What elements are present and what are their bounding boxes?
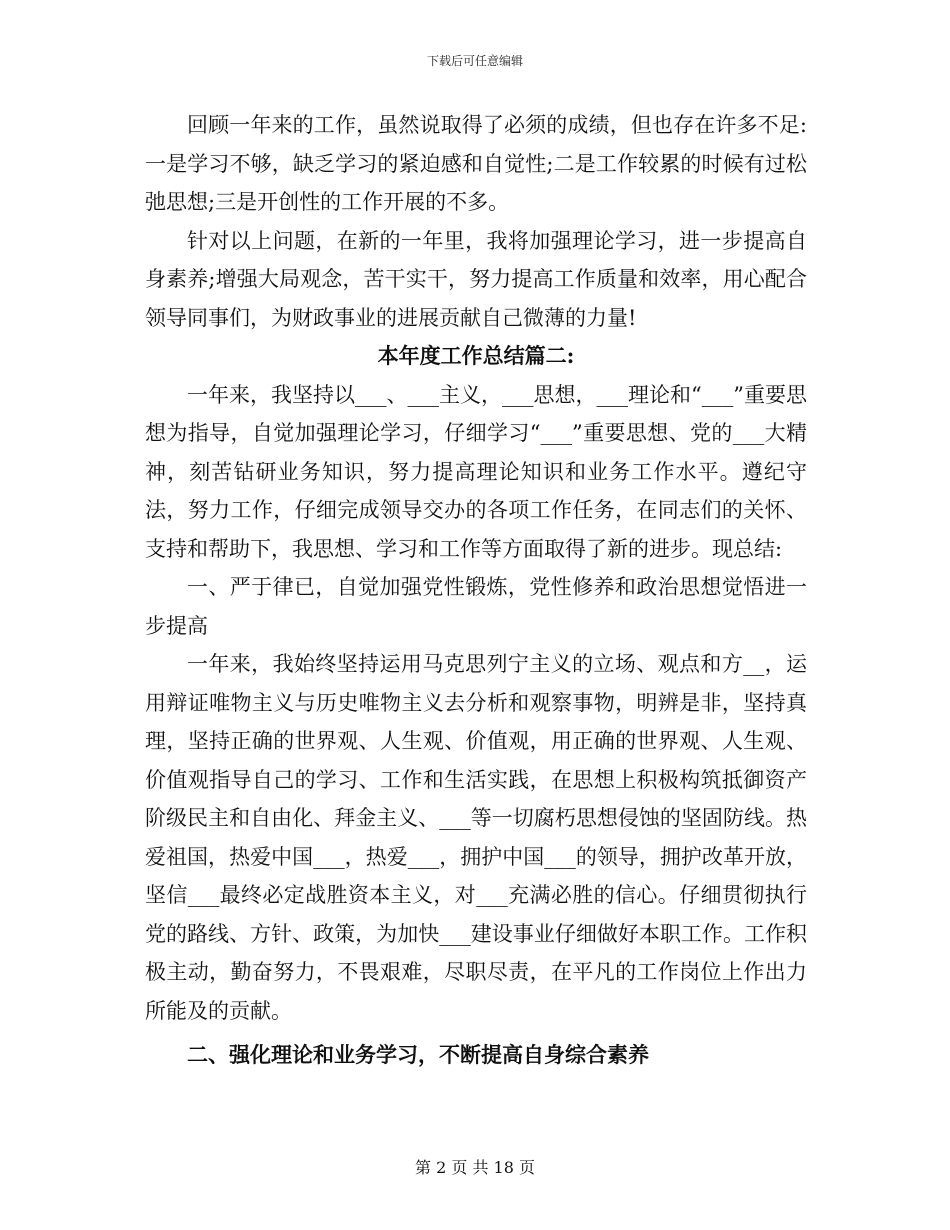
paragraph-political-thought: 一年来，我始终坚持运用马克思列宁主义的立场、观点和方__，运用辩证唯物主义与历史唯物主义去分析和观察事物，明辨是非，坚持真理，坚持正确的世界观、人生观、价值观，用正确的世界观、人生观、价值观指导自己的学习、工作和生活实践，在思想上积极构筑抵御资产阶级民主和自由化、拜金主义、___等一切腐朽思想侵蚀的坚固防线。热爱祖国，热爱中国___，热爱___，拥护中国___的领导，拥护改革开放，坚信___最终必定战胜资本主义，对___充满必胜的信心。仔细贯彻执行党的路线、方针、政策，为加快___建设事业仔细做好本职工作。工作积极主动，勤奋努力，不畏艰难，尽职尽责，在平凡的工作岗位上作出力所能及的贡献。 [145,652,807,1023]
subheading-discipline: 一、严于律已，自觉加强党性锻炼，党性修养和政治思想觉悟进一步提高 [145,575,807,638]
page-header-note: 下载后可任意编辑 [426,54,523,68]
section-title: 本年度工作总结篇二: [377,343,575,368]
subheading-theory-study: 二、强化理论和业务学习，不断提高自身综合素养 [187,1042,649,1067]
paragraph-introduction: 一年来，我坚持以___、___主义，___思想，___理论和“___”重要思想为指导，自觉加强理论学习，仔细学习“___”重要思想、党的___大精神，刻苦钻研业务知识，努力提高理论知识和业务工作水平。遵纪守法，努力工作，仔细完成领导交办的各项工作任务，在同志们的关怀、支持和帮助下，我思想、学习和工作等方面取得了新的进步。现总结: [145,382,807,561]
paragraph-improvement-plan: 针对以上问题，在新的一年里，我将加强理论学习，进一步提高自身素养;增强大局观念，苦干实干，努力提高工作质量和效率，用心配合领导同事们，为财政事业的进展贡献自己微薄的力量! [145,228,807,330]
document-body [145,106,807,1075]
paragraph-review-shortcomings: 回顾一年来的工作，虽然说取得了必须的成绩，但也存在许多不足:一是学习不够，缺乏学习的紧迫感和自觉性;二是工作较累的时候有过松弛思想;三是开创性的工作开展的不多。 [145,113,807,214]
page-number-footer: 第 2 页 共 18 页 [415,1158,535,1177]
